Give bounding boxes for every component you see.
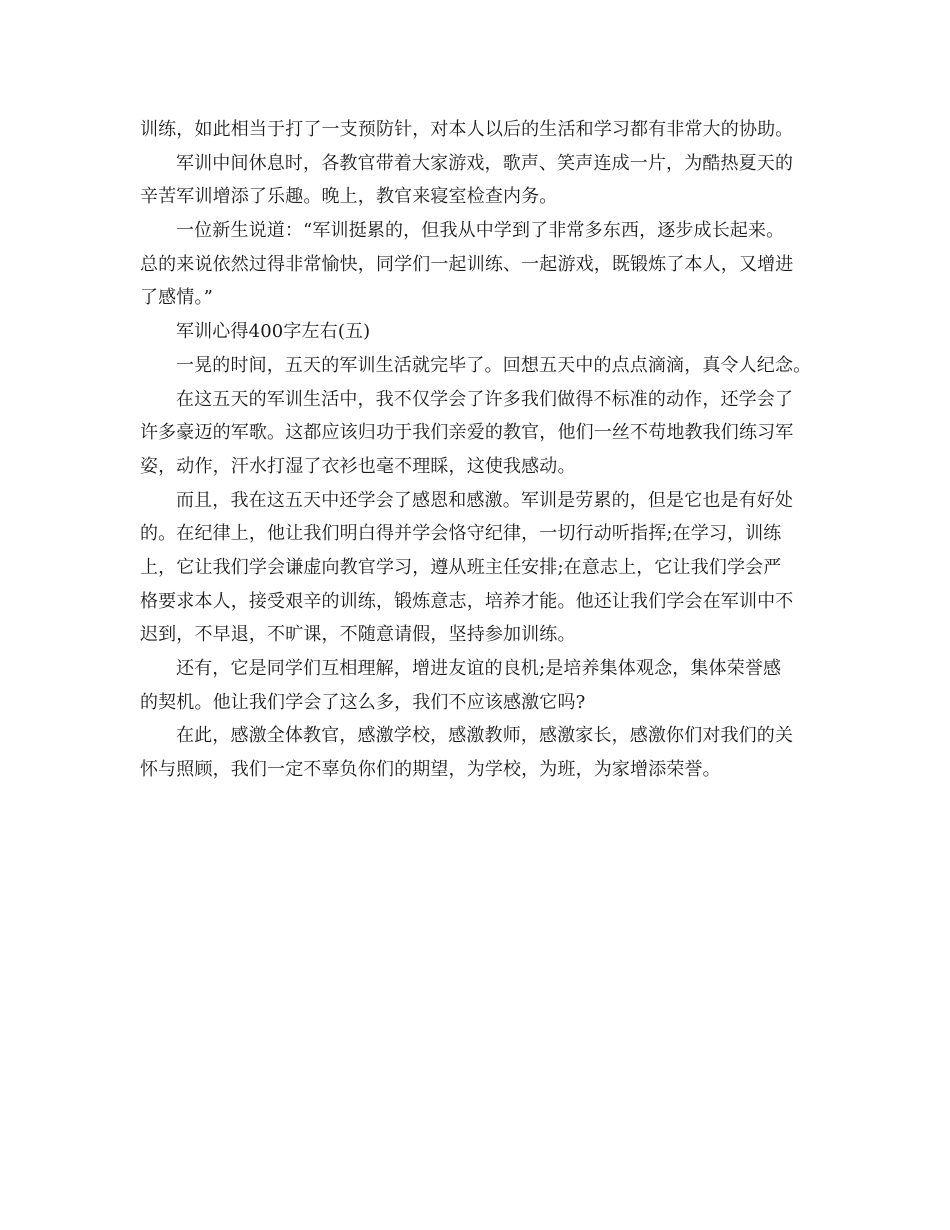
text-line-10: 许多豪迈的军歌。这都应该归功于我们亲爱的教官，他们一丝不苟地教我们练习军 [140,422,794,444]
text-line-2: 军训中间休息时，各教官带着大家游戏，歌声、笑声连成一片，为酷热夏天的 [176,152,794,174]
text-line-18: 的契机。他让我们学会了这么多，我们不应该感激它吗? [140,691,586,713]
text-line-12: 而且，我在这五天中还学会了感恩和感激。军训是劳累的，但是它也是有好处 [176,489,794,511]
text-line-15: 格要求本人，接受艰辛的训练，锻炼意志，培养才能。他还让我们学会在军训中不 [140,590,794,612]
text-line-19: 在此，感激全体教官，感激学校，感激教师，感激家长，感激你们对我们的关 [176,725,794,747]
text-line-14: 上，它让我们学会谦虚向教官学习，遵从班主任安排;在意志上，它让我们学会严 [140,556,782,578]
text-line-1: 训练，如此相当于打了一支预防针，对本人以后的生活和学习都有非常大的协助。 [140,119,794,140]
text-line-5: 总的来说依然过得非常愉快，同学们一起训练、一起游戏，既锻炼了本人，又增进 [140,253,794,275]
text-line-3: 辛苦军训增添了乐趣。晚上，教官来寝室检查内务。 [140,186,558,208]
text-line-13: 的。在纪律上，他让我们明白得并学会恪守纪律，一切行动听指挥;在学习，训练 [140,523,782,545]
section-heading: 军训心得400字左右(五) [176,321,371,343]
text-line-4: 一位新生说道：“军训挺累的，但我从中学到了非常多东西，逐步成长起来。 [176,220,785,242]
text-line-17: 还有，它是同学们互相理解，增进友谊的良机;是培养集体观念，集体荣誉感 [176,658,782,679]
text-line-9: 在这五天的军训生活中，我不仅学会了许多我们做得不标准的动作，还学会了 [176,388,794,410]
document-body [140,113,815,787]
text-line-8: 一晃的时间，五天的军训生活就完毕了。回想五天中的点点滴滴，真令人纪念。 [176,354,812,376]
text-line-6: 了感情。” [140,287,213,309]
text-line-16: 迟到，不早退，不旷课，不随意请假，坚持参加训练。 [140,624,576,646]
text-line-20: 怀与照顾，我们一定不辜负你们的期望，为学校，为班，为家增添荣誉。 [140,759,721,781]
text-line-11: 姿，动作，汗水打湿了衣衫也毫不理睬，这使我感动。 [140,455,576,477]
